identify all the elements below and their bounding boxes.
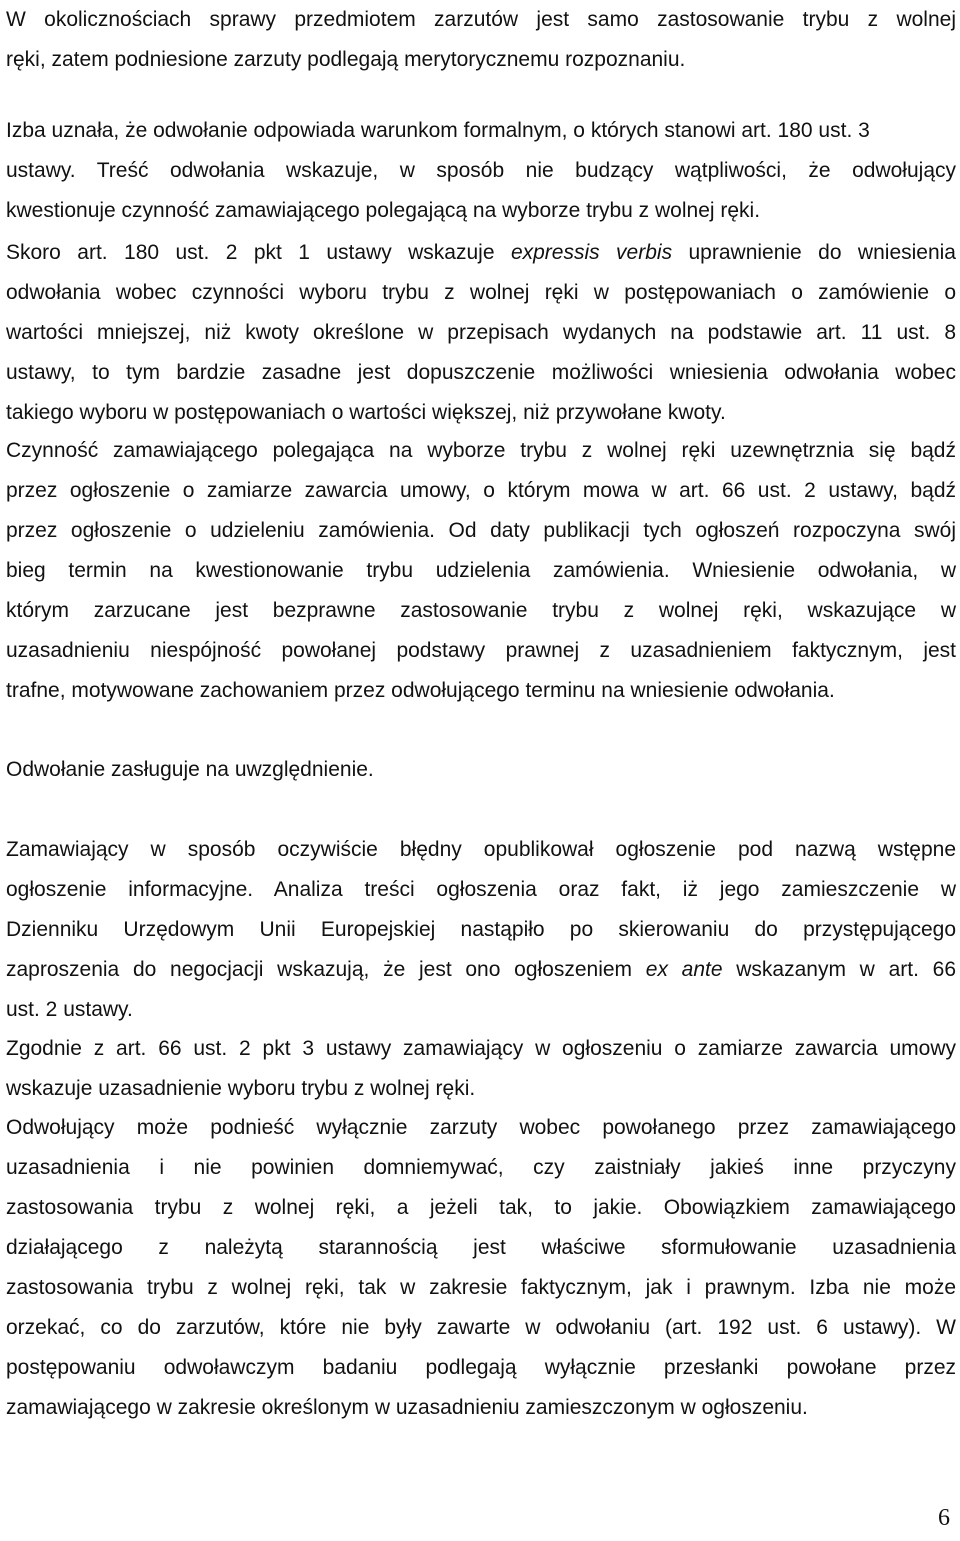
text-segment: uprawnienie do wniesienia bbox=[672, 241, 956, 264]
text-line bbox=[6, 233, 956, 273]
paragraph-formal-requirements bbox=[6, 111, 956, 231]
text-line: ust. 2 ustawy. bbox=[6, 998, 133, 1021]
text-line: przez ogłoszenie o zamiarze zawarcia umowy, o którym mowa w art. 66 ust. 2 ustawy, bądź bbox=[6, 479, 956, 502]
text-line: kwestionuje czynność zamawiającego polegającą na wyborze trybu z wolnej ręki. bbox=[6, 199, 761, 222]
paragraph-appeal-entitlement bbox=[6, 233, 956, 433]
text-line: ustawy, to tym bardzie zasadne jest dopuszczenie możliwości wniesienia odwołania wobec bbox=[6, 361, 956, 384]
text-line: odwołania wobec czynności wyboru trybu z wolnej ręki w postępowaniach o zamówienie o bbox=[6, 281, 956, 304]
text-line: postępowaniu odwoławczym badaniu podlegają wyłącznie przesłanki powołane przez bbox=[6, 1356, 956, 1379]
text-line: orzekać, co do zarzutów, które nie były zawarte w odwołaniu (art. 192 ust. 6 ustawy). W bbox=[6, 1316, 956, 1339]
text-line: zamawiającego w zakresie określonym w uzasadnieniu zamieszczonym w ogłoszeniu. bbox=[6, 1396, 808, 1419]
text-line: trafne, motywowane zachowaniem przez odwołującego terminu na wniesienie odwołania. bbox=[6, 679, 835, 702]
text-line: przez ogłoszenie o udzieleniu zamówienia. Od daty publikacji tych ogłoszeń rozpoczyna swój bbox=[6, 519, 956, 542]
text-line: W okolicznościach sprawy przedmiotem zarzutów jest samo zastosowanie trybu z wolnej bbox=[6, 8, 956, 31]
paragraph-verdict bbox=[6, 750, 956, 790]
text-line: Dzienniku Urzędowym Unii Europejskiej nastąpiło po skierowaniu do przystępującego bbox=[6, 918, 956, 941]
text-line: bieg termin na kwestionowanie trybu udzielenia zamówienia. Wniesienie odwołania, w bbox=[6, 559, 956, 582]
latin-phrase: expressis verbis bbox=[510, 241, 673, 264]
text-line: ręki, zatem podniesione zarzuty podlegają merytorycznemu rozpoznaniu. bbox=[6, 48, 686, 71]
text-line: uzasadnieniu niespójność powołanej podstawy prawnej z uzasadnieniem faktycznym, jest bbox=[6, 639, 956, 662]
text-line: Odwołujący może podnieść wyłącznie zarzuty wobec powołanego przez zamawiającego bbox=[6, 1116, 956, 1139]
text-line: zastosowania trybu z wolnej ręki, a jeżeli tak, to jakie. Obowiązkiem zamawiającego bbox=[6, 1196, 956, 1219]
text-line: wartości mniejszej, niż kwoty określone w przepisach wydanych na podstawie art. 11 ust. 8 bbox=[6, 321, 956, 344]
text-segment: zaproszenia do negocjacji wskazują, że jest ono ogłoszeniem bbox=[6, 958, 646, 981]
page-number: 6 bbox=[938, 1505, 950, 1531]
latin-phrase: ex ante bbox=[645, 958, 723, 981]
text-line: działającego z należytą starannością jest właściwe sformułowanie uzasadnienia bbox=[6, 1236, 956, 1259]
paragraph-justification-duty bbox=[6, 1108, 956, 1428]
text-line: Izba uznała, że odwołanie odpowiada warunkom formalnym, o których stanowi art. 180 ust. 3 bbox=[6, 119, 870, 142]
paragraph-erroneous-notice bbox=[6, 830, 956, 1030]
text-line: Zgodnie z art. 66 ust. 2 pkt 3 ustawy zamawiający w ogłoszeniu o zamiarze zawarcia umowy bbox=[6, 1037, 956, 1060]
paragraph-announcement-deadline bbox=[6, 431, 956, 711]
paragraph-objections-scope bbox=[6, 0, 956, 80]
text-line: ogłoszenie informacyjne. Analiza treści ogłoszenia oraz fakt, iż jego zamieszczenie w bbox=[6, 878, 956, 901]
text-line: zastosowania trybu z wolnej ręki, tak w zakresie faktycznym, jak i prawnym. Izba nie może bbox=[6, 1276, 956, 1299]
text-line: uzasadnienia i nie powinien domniemywać, czy zaistniały jakieś inne przyczyny bbox=[6, 1156, 956, 1179]
text-line: Czynność zamawiającego polegająca na wyborze trybu z wolnej ręki uzewnętrznia się bądź bbox=[6, 439, 956, 462]
text-line: wskazuje uzasadnienie wyboru trybu z wolnej ręki. bbox=[6, 1077, 476, 1100]
text-line: którym zarzucane jest bezprawne zastosowanie trybu z wolnej ręki, wskazujące w bbox=[6, 599, 956, 622]
text-line: ustawy. Treść odwołania wskazuje, w sposób nie budzący wątpliwości, że odwołujący bbox=[6, 159, 956, 182]
text-segment: Skoro art. 180 ust. 2 pkt 1 ustawy wskazuje bbox=[6, 241, 511, 264]
paragraph-article-66 bbox=[6, 1029, 956, 1109]
text-line: takiego wyboru w postępowaniach o wartości większej, niż przywołane kwoty. bbox=[6, 401, 726, 424]
text-line bbox=[6, 950, 956, 990]
document-page bbox=[6, 0, 956, 1541]
text-line: Zamawiający w sposób oczywiście błędny opublikował ogłoszenie pod nazwą wstępne bbox=[6, 838, 956, 861]
text-segment: wskazanym w art. 66 bbox=[722, 958, 956, 981]
text-line: Odwołanie zasługuje na uwzględnienie. bbox=[6, 758, 374, 781]
